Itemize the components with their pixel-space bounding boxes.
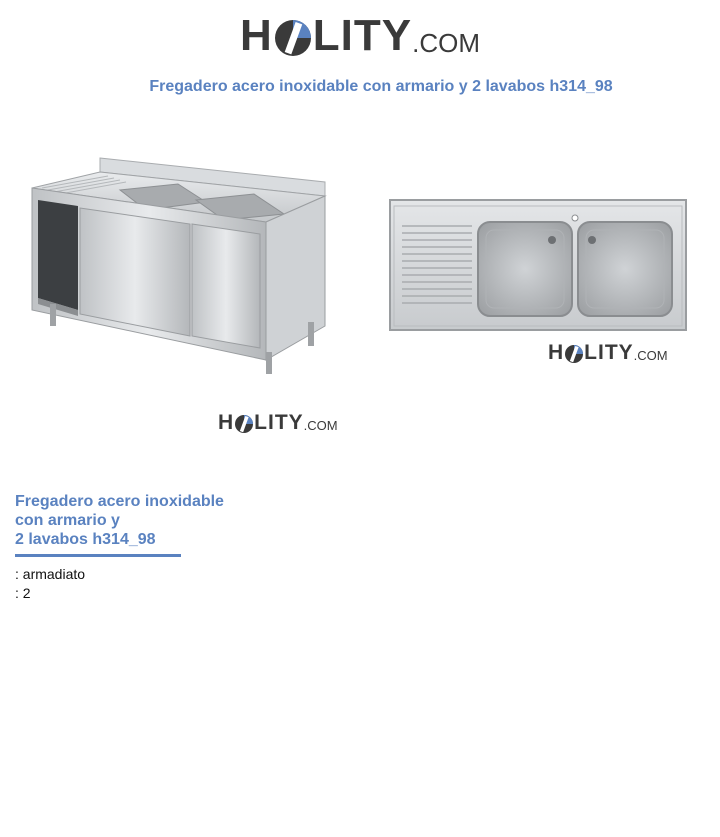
cabinet-sink-image: [28, 150, 328, 375]
attribute-prefix: :: [15, 566, 19, 582]
logo-suffix: .COM: [412, 28, 480, 58]
sink-image-logo: [548, 342, 668, 364]
attribute-list: [15, 565, 85, 603]
product-name-line: 2 lavabos h314_98: [15, 531, 156, 548]
logo-suffix: .COM: [633, 348, 668, 363]
product-name-line: Fregadero acero inoxidable: [15, 493, 224, 510]
logo-o-icon: [564, 342, 584, 364]
logo-suffix: .COM: [303, 418, 338, 433]
logo-letter-h: H: [240, 11, 273, 60]
logo-o-icon: [273, 14, 313, 58]
cabinet-image-logo: [218, 412, 338, 434]
page-title: Fregadero acero inoxidable con armario y 2 lavabos h314_98: [149, 78, 613, 95]
product-name: [15, 492, 245, 549]
title-underline: [15, 554, 181, 557]
site-logo[interactable]: [240, 11, 480, 60]
attribute-value: 2: [22, 585, 31, 601]
sink-top-view-image: [388, 196, 688, 332]
attribute-row: [15, 565, 85, 584]
attribute-value: armadiato: [22, 566, 86, 582]
product-name-line: con armario y: [15, 512, 120, 529]
logo-o-icon: [234, 412, 254, 434]
logo-letters: LITY: [584, 341, 634, 364]
logo-letters: LITY: [312, 11, 413, 60]
logo-letters: LITY: [254, 411, 304, 434]
attribute-prefix: :: [15, 585, 19, 601]
attribute-row: [15, 584, 85, 603]
logo-letter-h: H: [548, 341, 565, 364]
logo-letter-h: H: [218, 411, 235, 434]
